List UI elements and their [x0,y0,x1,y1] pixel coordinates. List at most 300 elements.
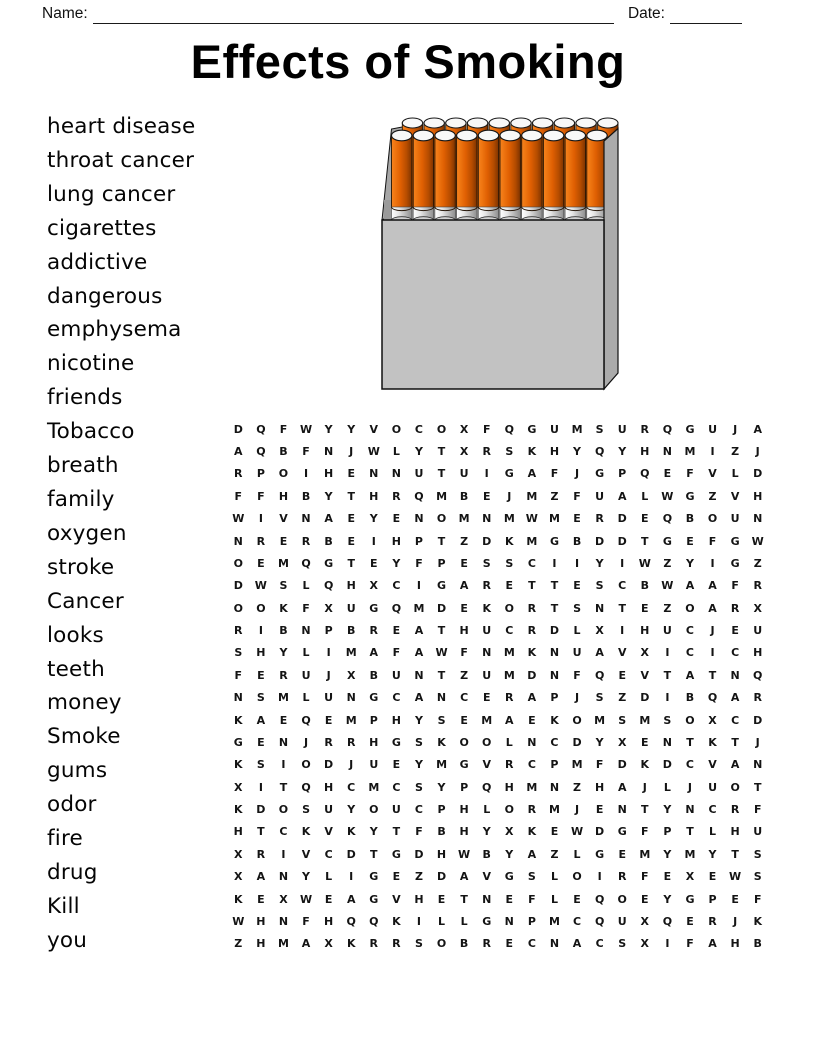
grid-letter: A [572,937,582,951]
grid-letter: E [257,556,265,570]
grid-letter: K [753,914,762,928]
grid-letter: K [527,445,537,459]
grid-letter: N [391,467,401,481]
grid-letter: U [459,467,469,481]
grid-letter: J [574,691,580,705]
grid-letter: N [549,780,560,794]
grid-letter: N [233,691,243,705]
word-list-item: fire [47,826,83,852]
grid-letter: F [234,668,243,682]
grid-letter: O [707,512,718,526]
grid-letter: J [733,422,738,436]
grid-letter: R [505,758,514,772]
grid-letter: A [730,691,740,705]
grid-letter: T [437,668,446,682]
grid-letter: B [301,489,311,503]
grid-letter: Y [685,556,694,570]
grid-letter: U [662,624,672,638]
page-title: Effects of Smoking [190,35,626,88]
grid-letter: S [595,691,604,705]
grid-letter: U [617,422,627,436]
grid-letter: I [665,691,670,705]
grid-letter: Y [414,713,423,727]
grid-letter: E [392,870,401,884]
grid-letter: A [324,512,333,526]
grid-letter: V [708,467,717,481]
grid-letter: R [392,937,401,951]
grid-letter: Z [550,847,559,861]
grid-letter: A [234,445,243,459]
grid-letter: A [617,489,627,503]
grid-letter: U [549,422,559,436]
grid-letter: O [617,892,627,906]
grid-letter: L [438,914,446,928]
grid-letter: U [369,758,379,772]
grid-letter: S [414,780,423,794]
grid-letter: Q [256,445,266,459]
grid-letter: B [437,825,446,839]
grid-letter: G [595,467,605,481]
grid-letter: C [347,780,356,794]
grid-letter: R [346,735,356,749]
grid-letter: A [617,780,627,794]
grid-letter: K [346,825,356,839]
grid-letter: E [347,467,355,481]
grid-letter: G [369,601,379,615]
grid-letter: Q [369,914,379,928]
grid-letter: I [258,512,263,526]
grid-letter: Q [504,422,514,436]
word-search-grid [227,418,769,955]
grid-letter: K [301,825,311,839]
grid-letter: P [663,825,672,839]
grid-letter: R [324,735,333,749]
grid-letter: I [620,624,625,638]
grid-letter: J [687,780,692,794]
grid-letter: G [730,556,740,570]
grid-letter: Q [414,489,424,503]
grid-letter: E [641,512,649,526]
grid-letter: P [437,556,446,570]
grid-letter: M [345,713,357,727]
grid-letter: E [686,914,694,928]
grid-letter: E [731,892,739,906]
grid-letter: I [258,780,263,794]
grid-letter: C [392,780,401,794]
grid-letter: L [573,847,581,861]
grid-letter: I [281,847,286,861]
grid-letter: W [254,579,267,593]
grid-letter: T [753,780,762,794]
grid-letter: N [482,646,492,660]
grid-letter: D [617,512,627,526]
grid-letter: Q [662,914,673,928]
grid-letter: Q [482,780,492,794]
grid-letter: M [413,601,425,615]
grid-letter: R [369,624,379,638]
grid-letter: W [232,914,245,928]
grid-letter: Q [346,914,356,928]
grid-letter: C [460,691,469,705]
grid-letter: M [368,780,380,794]
grid-letter: R [392,489,401,503]
grid-letter: D [753,713,763,727]
grid-letter: O [256,601,266,615]
grid-letter: H [640,624,650,638]
grid-letter: I [710,556,715,570]
grid-letter: E [392,758,401,772]
grid-letter: A [256,713,266,727]
grid-letter: U [572,646,582,660]
grid-letter: G [527,422,537,436]
word-list-item: heart disease [47,114,196,139]
grid-letter: J [755,735,760,749]
grid-letter: E [437,892,446,906]
grid-letter: X [369,579,379,593]
grid-letter: R [527,803,537,817]
grid-letter: K [437,735,446,749]
grid-letter: E [663,870,672,884]
grid-letter: F [753,803,762,817]
grid-letter: O [572,713,582,727]
grid-letter: Y [392,556,401,570]
grid-letter: J [507,489,512,503]
grid-letter: T [437,467,446,481]
grid-letter: N [662,445,672,459]
grid-letter: G [504,870,514,884]
grid-letter: X [279,892,288,906]
grid-letter: E [257,892,265,906]
grid-letter: T [641,534,649,548]
grid-letter: W [458,847,471,861]
grid-letter: F [257,489,265,503]
word-list-item: Smoke [47,724,121,750]
grid-letter: N [301,512,311,526]
grid-letter: J [574,467,580,481]
grid-letter: K [640,758,650,772]
grid-letter: F [731,579,739,593]
grid-letter: U [595,489,605,503]
grid-letter: J [326,668,331,682]
grid-letter: R [595,512,604,526]
grid-letter: S [573,601,581,615]
name-label: Name: [42,5,88,22]
grid-letter: S [753,870,762,884]
grid-letter: E [279,534,288,548]
grid-letter: G [369,870,379,884]
grid-letter: L [325,870,333,884]
word-list-item: teeth [47,656,105,682]
grid-letter: W [299,422,313,436]
grid-letter: K [482,601,491,615]
grid-letter: O [278,467,289,481]
grid-letter: D [640,691,650,705]
grid-letter: D [233,422,243,436]
grid-letter: Q [256,422,266,436]
grid-letter: F [550,467,559,481]
grid-letter: S [505,445,514,459]
grid-letter: Q [391,601,402,615]
grid-letter: G [730,534,740,548]
grid-letter: D [482,534,492,548]
grid-letter: A [753,422,762,436]
grid-letter: J [303,735,309,749]
grid-letter: N [278,870,289,884]
grid-letter: U [753,825,763,839]
grid-letter: T [550,601,559,615]
grid-letter: R [482,445,491,459]
grid-letter: N [414,512,424,526]
grid-letter: Y [663,803,672,817]
grid-letter: S [256,758,265,772]
grid-letter: Q [594,914,605,928]
grid-letter: P [460,780,469,794]
grid-letter: H [233,825,243,839]
grid-letter: Z [753,556,762,570]
grid-letter: R [482,937,491,951]
grid-letter: M [458,512,470,526]
grid-letter: P [324,624,333,638]
grid-letter: X [234,780,243,794]
grid-letter: S [595,422,604,436]
grid-letter: N [324,445,334,459]
word-list-item: breath [47,453,119,479]
grid-letter: L [550,892,558,906]
grid-letter: D [662,758,672,772]
grid-letter: K [234,803,243,817]
grid-letter: X [708,713,717,727]
grid-letter: E [324,892,333,906]
grid-letter: C [685,624,694,638]
grid-letter: E [257,668,265,682]
grid-letter: L [302,691,310,705]
grid-letter: E [573,512,581,526]
grid-letter: K [279,601,288,615]
grid-letter: T [550,579,559,593]
grid-letter: B [459,489,469,503]
grid-letter: M [503,646,515,660]
grid-letter: A [369,646,379,660]
grid-letter: E [573,892,581,906]
grid-letter: U [730,512,740,526]
grid-letter: N [595,601,605,615]
grid-letter: U [708,422,717,436]
grid-letter: L [573,624,581,638]
grid-letter: V [369,422,379,436]
word-list-item: nicotine [47,351,135,377]
grid-letter: H [753,489,763,503]
grid-letter: O [482,735,492,749]
word-list-item: friends [47,385,123,411]
grid-letter: B [279,624,288,638]
grid-letter: Y [324,489,333,503]
grid-letter: P [550,691,559,705]
grid-letter: B [369,668,378,682]
grid-letter: C [731,713,740,727]
grid-letter: C [527,758,536,772]
grid-letter: I [665,937,670,951]
grid-letter: A [708,937,717,951]
grid-letter: E [482,489,491,503]
grid-letter: H [391,713,401,727]
grid-letter: W [299,892,313,906]
grid-letter: E [505,579,514,593]
grid-letter: Y [414,445,423,459]
grid-letter: F [641,870,649,884]
grid-letter: R [527,624,537,638]
grid-letter: H [414,892,424,906]
grid-letter: E [528,713,536,727]
grid-letter: Q [301,713,311,727]
grid-letter: U [753,624,763,638]
grid-letter: J [349,445,354,459]
grid-letter: Y [437,780,446,794]
grid-letter: K [550,713,559,727]
grid-letter: M [571,758,583,772]
grid-letter: N [549,646,560,660]
grid-letter: H [504,780,514,794]
grid-letter: H [278,489,289,503]
grid-letter: R [640,422,650,436]
grid-letter: Z [708,489,717,503]
grid-letter: F [708,534,717,548]
grid-letter: O [436,512,447,526]
grid-letter: D [436,601,447,615]
grid-letter: W [570,825,584,839]
grid-letter: R [234,624,243,638]
grid-letter: I [416,914,421,928]
grid-letter: V [730,489,740,503]
grid-letter: W [751,534,764,548]
grid-letter: F [415,825,423,839]
grid-letter: C [595,937,604,951]
grid-letter: X [640,914,650,928]
grid-letter: E [505,892,514,906]
grid-letter: V [708,758,717,772]
grid-letter: O [301,758,311,772]
grid-letter: X [617,735,627,749]
grid-letter: Q [662,422,673,436]
grid-letter: A [527,467,537,481]
grid-letter: H [595,780,605,794]
grid-letter: I [574,556,580,570]
pack-right-wall [604,129,618,390]
grid-letter: M [639,713,651,727]
grid-letter: O [278,803,289,817]
grid-letter: K [234,713,243,727]
grid-letter: K [346,937,356,951]
grid-letter: V [482,870,491,884]
grid-letter: V [617,646,627,660]
grid-letter: Y [708,847,717,861]
grid-letter: D [527,668,537,682]
grid-letter: N [617,803,627,817]
grid-letter: Y [663,847,672,861]
grid-letter: T [347,556,355,570]
grid-letter: P [369,713,378,727]
grid-letter: N [346,691,356,705]
grid-letter: K [527,825,537,839]
grid-letter: M [277,937,289,951]
cigarette-pack-image [380,114,622,391]
grid-letter: P [550,758,559,772]
grid-letter: F [595,758,604,772]
grid-letter: N [662,735,672,749]
grid-letter: L [731,467,739,481]
grid-letter: C [708,803,717,817]
grid-letter: O [572,870,582,884]
grid-letter: T [528,579,536,593]
grid-letter: D [346,847,356,861]
grid-letter: V [640,668,650,682]
grid-letter: M [345,646,357,660]
grid-letter: L [663,780,671,794]
grid-letter: H [640,445,650,459]
grid-letter: E [347,534,355,548]
grid-letter: F [528,892,536,906]
grid-letter: N [482,512,492,526]
word-list-item: Cancer [47,588,124,614]
grid-letter: B [753,937,762,951]
grid-letter: H [459,803,469,817]
grid-letter: X [459,445,469,459]
grid-letter: C [414,803,423,817]
grid-letter: R [234,467,243,481]
grid-letter: A [256,870,266,884]
grid-letter: R [256,847,266,861]
grid-letter: N [301,624,311,638]
word-list [47,110,195,958]
grid-letter: F [573,668,581,682]
grid-letter: B [279,445,288,459]
grid-letter: C [731,646,740,660]
grid-letter: C [685,758,694,772]
grid-letter: N [414,668,424,682]
grid-letter: M [684,847,696,861]
grid-letter: Z [663,556,672,570]
grid-letter: J [574,803,580,817]
grid-letter: Q [323,579,334,593]
grid-letter: N [549,668,560,682]
grid-letter: I [281,758,286,772]
grid-letter: K [505,534,514,548]
grid-letter: S [256,691,265,705]
grid-letter: D [572,735,582,749]
grid-letter: D [256,803,266,817]
grid-letter: E [595,803,604,817]
grid-letter: K [234,758,243,772]
grid-letter: R [753,691,762,705]
grid-letter: M [503,512,515,526]
grid-letter: O [233,601,243,615]
grid-letter: A [301,937,311,951]
grid-letter: H [459,624,469,638]
grid-letter: E [324,713,333,727]
grid-letter: E [686,534,694,548]
grid-letter: O [436,937,447,951]
grid-letter: S [302,803,310,817]
grid-letter: T [460,892,468,906]
grid-letter: J [710,624,715,638]
grid-letter: S [414,735,423,749]
grid-letter: P [708,892,717,906]
grid-letter: G [617,825,627,839]
grid-letter: G [595,847,605,861]
grid-letter: N [436,691,447,705]
grid-letter: F [302,601,310,615]
grid-letter: C [392,691,401,705]
grid-letter: I [484,467,489,481]
